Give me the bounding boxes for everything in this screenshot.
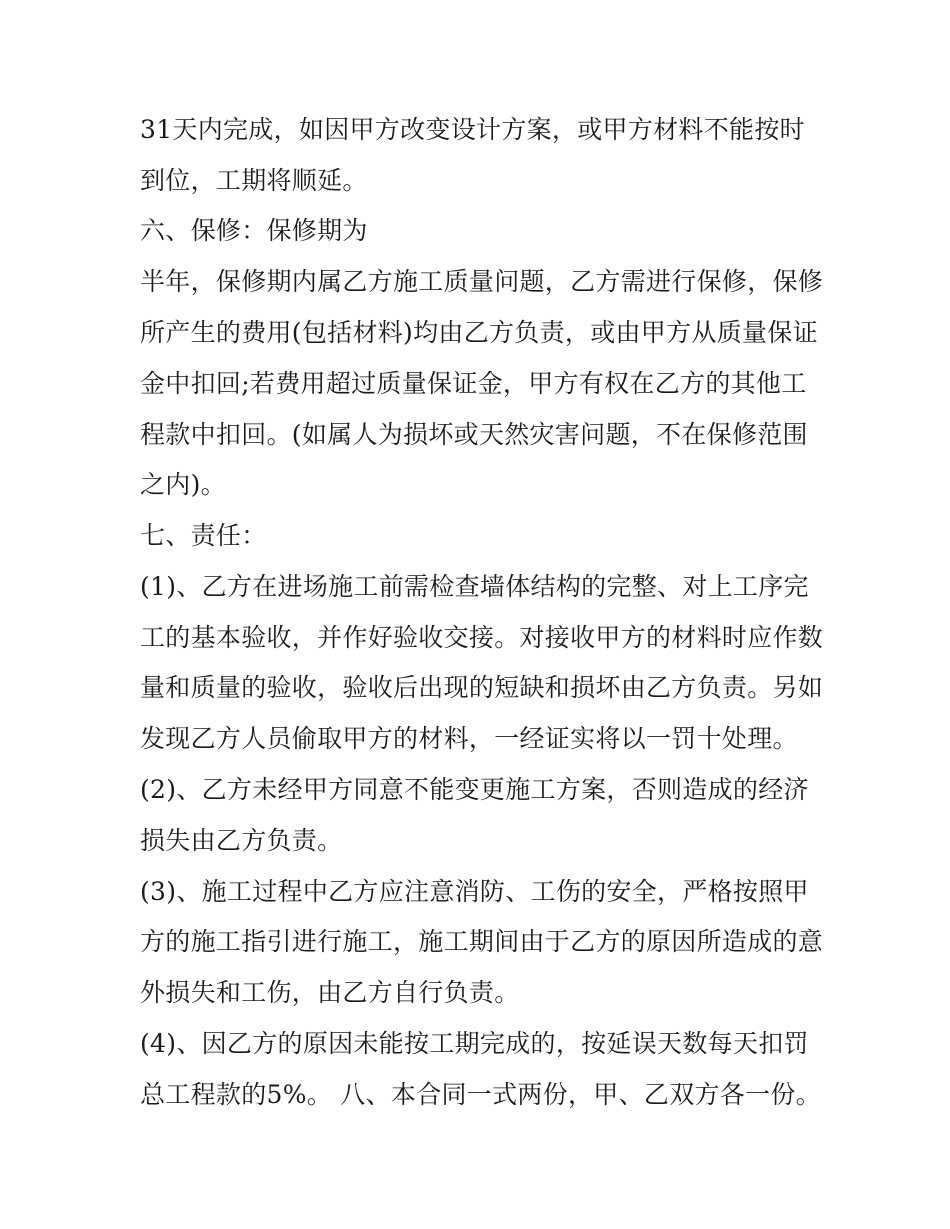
text-line: 金中扣回;若费用超过质量保证金，甲方有权在乙方的其他工 [140, 369, 807, 398]
text-line: 方的施工指引进行施工，施工期间由于乙方的原因所造成的意 [140, 927, 824, 956]
text-line: 发现乙方人员偷取甲方的材料，一经证实将以一罚十处理。 [140, 724, 798, 753]
text-line: 之内)。 [140, 470, 226, 499]
section-heading-warranty: 六、保修：保修期为 [140, 216, 368, 245]
text-line: 工的基本验收，并作好验收交接。对接收甲方的材料时应作数 [140, 623, 824, 652]
text-line: 损失由乙方负责。 [140, 826, 343, 855]
text-line: 程款中扣回。(如属人为损坏或天然灾害问题，不在保修范围 [140, 420, 808, 449]
text-line: 总工程款的5%。 八、本合同一式两份，甲、乙双方各一份。 [140, 1080, 822, 1109]
section-heading-responsibility: 七、责任： [140, 521, 267, 550]
text-line: 所产生的费用(包括材料)均由乙方负责，或由甲方从质量保证 [140, 318, 818, 347]
text-line: (3)、施工过程中乙方应注意消防、工伤的安全，严格按照甲 [140, 877, 809, 906]
text-line: 外损失和工伤，由乙方自行负责。 [140, 978, 520, 1007]
text-line: 31天内完成，如因甲方改变设计方案，或甲方材料不能按时 [140, 115, 805, 144]
text-line: (2)、乙方未经甲方同意不能变更施工方案，否则造成的经济 [140, 775, 809, 804]
text-line: (1)、乙方在进场施工前需检查墙体结构的完整、对上工序完 [140, 572, 809, 601]
text-line: 量和质量的验收，验收后出现的短缺和损坏由乙方负责。另如 [140, 673, 824, 702]
text-line: 半年，保修期内属乙方施工质量问题，乙方需进行保修，保修 [140, 267, 824, 296]
text-line: 到位，工期将顺延。 [140, 166, 368, 195]
text-line: (4)、因乙方的原因未能按工期完成的，按延误天数每天扣罚 [140, 1029, 809, 1058]
